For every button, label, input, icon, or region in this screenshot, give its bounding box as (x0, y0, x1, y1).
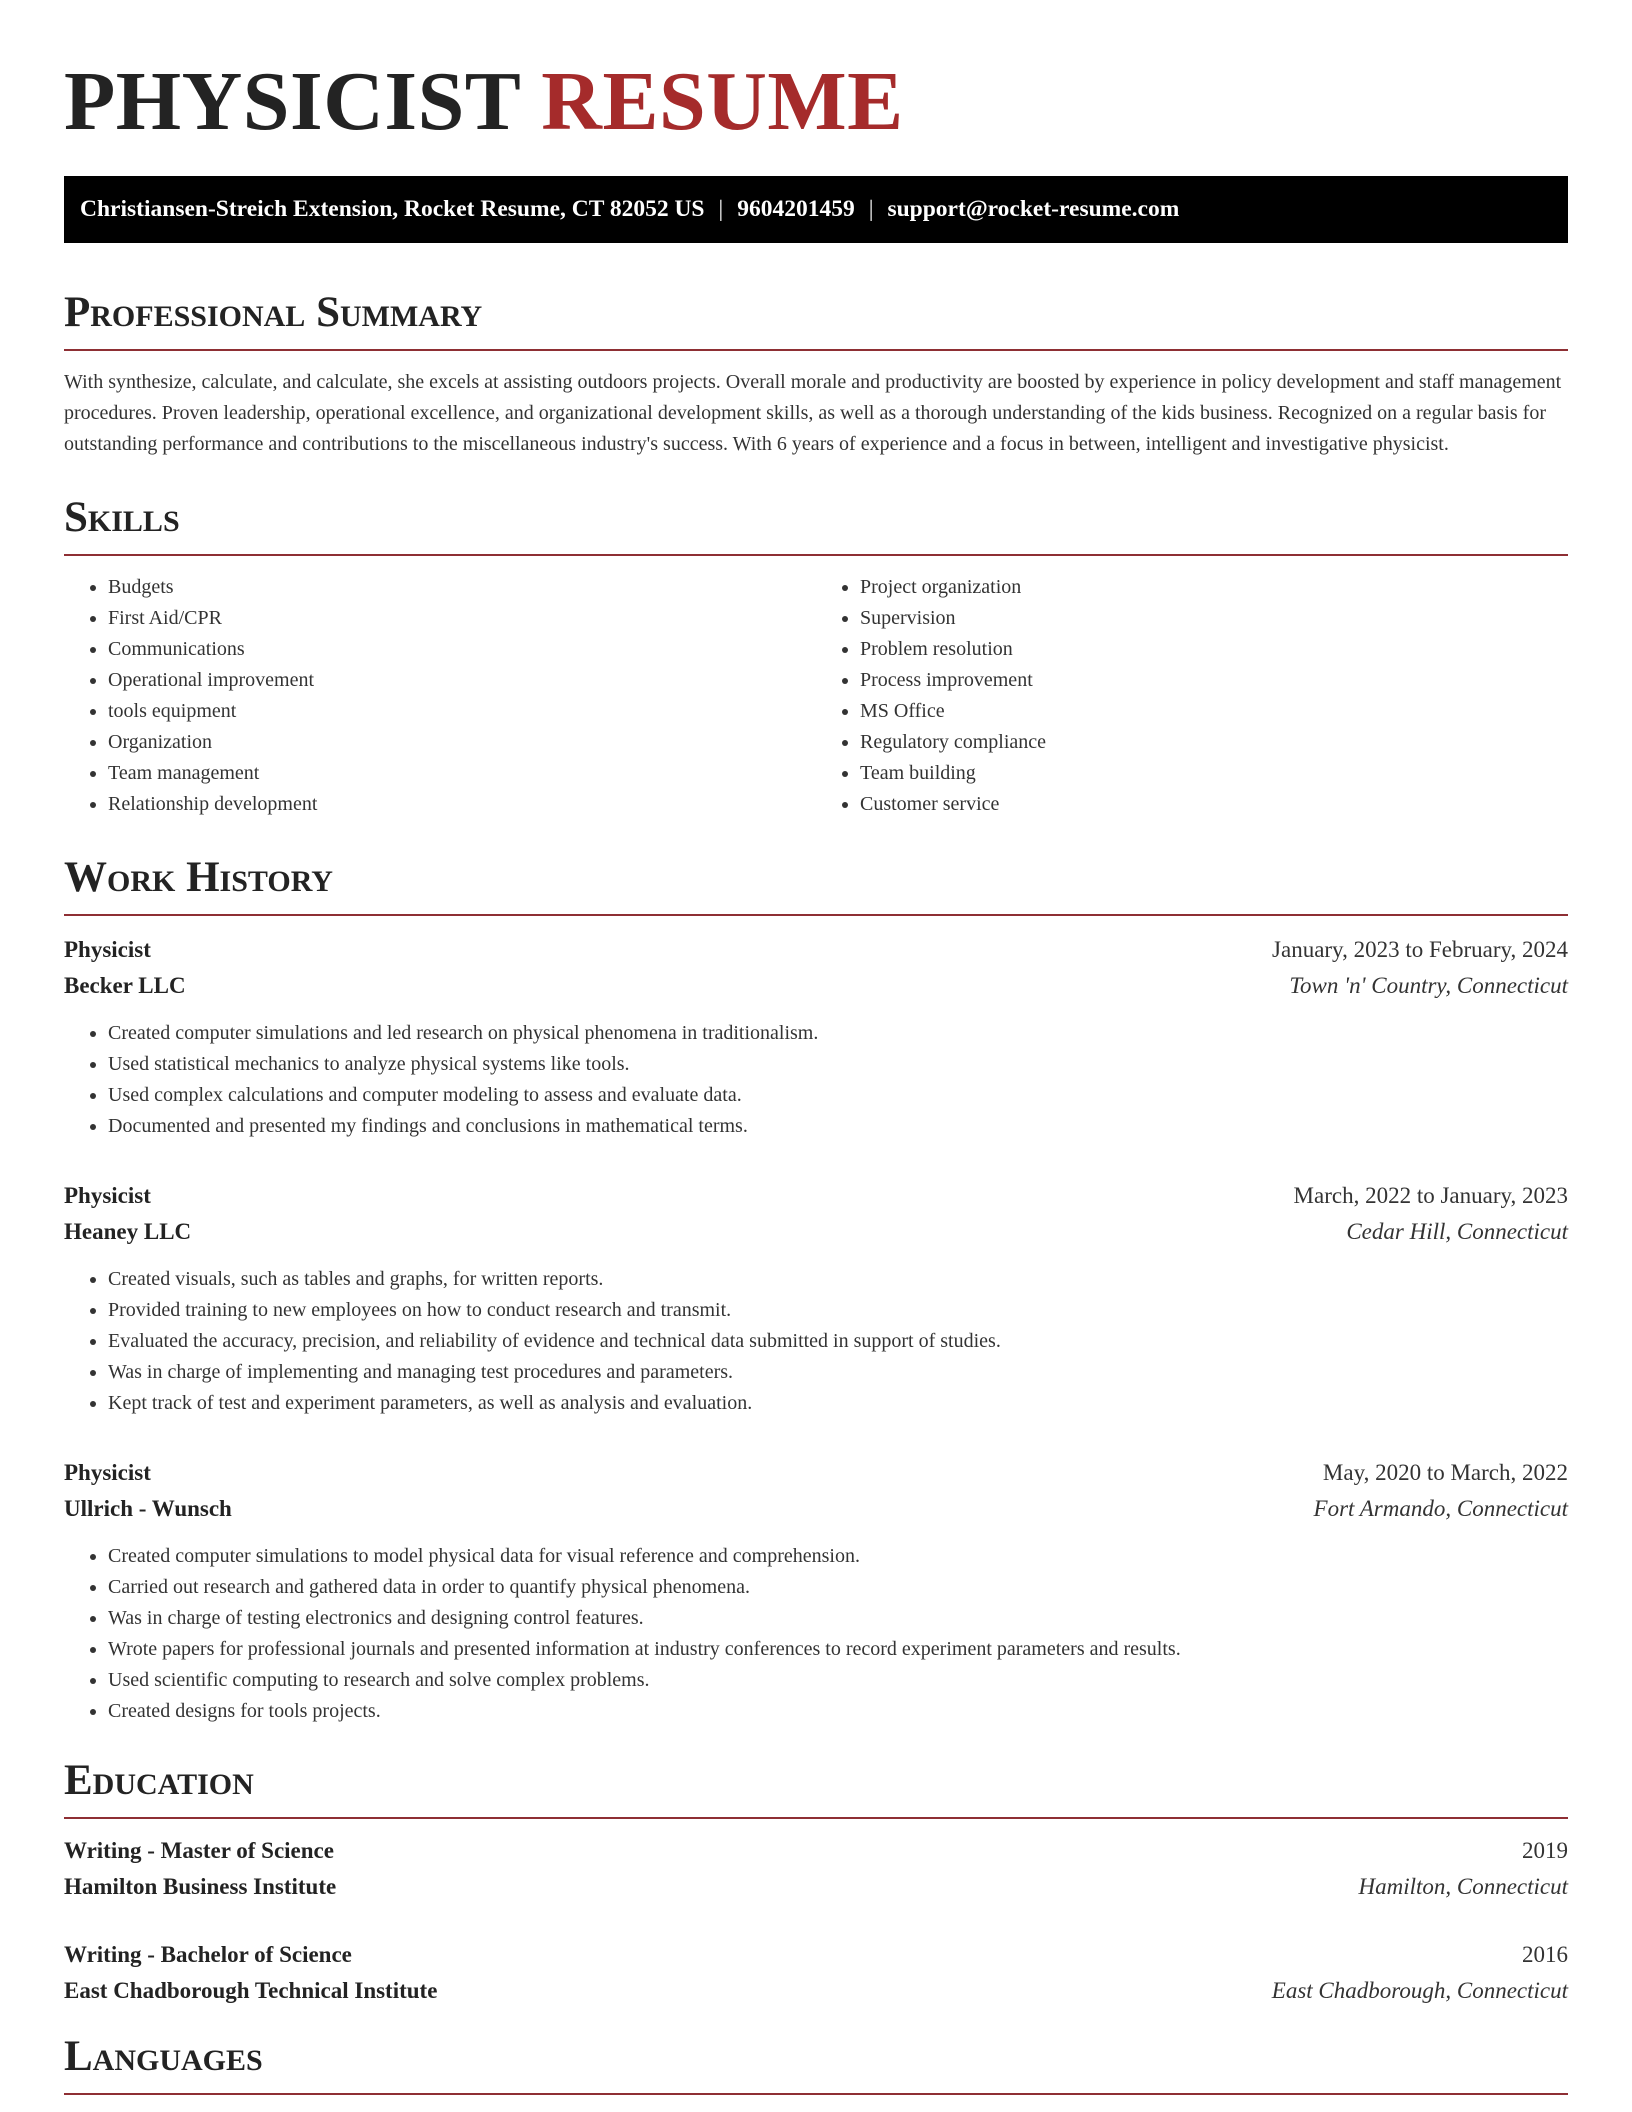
skill-item: • Problem resolution (860, 634, 1568, 665)
skills-columns (64, 572, 1568, 820)
work-history-heading: Work History (64, 852, 1568, 916)
education-entry (64, 1937, 1568, 2009)
job-dates: January, 2023 to February, 2024 (1272, 937, 1568, 962)
job-dates: March, 2022 to January, 2023 (1293, 1183, 1568, 1208)
skills-list-right (816, 572, 1568, 820)
job-location: Town 'n' Country, Connecticut (1289, 973, 1568, 998)
job-bullet: • Created computer simulations to model physical data for visual reference and comprehension. (108, 1541, 1568, 1572)
skill-item: • Regulatory compliance (860, 727, 1568, 758)
contact-phone: 9604201459 (737, 196, 855, 222)
education-school-row (64, 1869, 1568, 1905)
job-title: Physicist (64, 1460, 151, 1485)
job-company: Becker LLC (64, 973, 186, 998)
skill-item: • Team building (860, 758, 1568, 789)
skill-item: • Organization (108, 727, 816, 758)
skill-item: • Communications (108, 634, 816, 665)
contact-separator: | (718, 196, 724, 222)
job-entry (64, 1455, 1568, 1727)
contact-bar (64, 176, 1568, 243)
contact-address: Christiansen-Streich Extension, Rocket Resume, CT 82052 US (80, 196, 705, 222)
job-bullets (64, 1018, 1568, 1142)
job-header-row (64, 932, 1568, 968)
skill-item: • Project organization (860, 572, 1568, 603)
skill-item: • Supervision (860, 603, 1568, 634)
skills-list-left (64, 572, 816, 820)
skills-heading: Skills (64, 492, 1568, 556)
skill-item: • Relationship development (108, 789, 816, 820)
skill-item: • Budgets (108, 572, 816, 603)
job-location: Fort Armando, Connecticut (1313, 1496, 1568, 1521)
job-bullet: • Provided training to new employees on how to conduct research and transmit. (108, 1295, 1568, 1326)
job-company: Heaney LLC (64, 1219, 192, 1244)
job-bullet: • Evaluated the accuracy, precision, and reliability of evidence and technical data submitted in support of studies. (108, 1326, 1568, 1357)
job-company-row (64, 1214, 1568, 1250)
contact-email: support@rocket-resume.com (887, 196, 1180, 222)
job-company-row (64, 1491, 1568, 1527)
education-year: 2016 (1522, 1942, 1568, 1967)
education-header-row (64, 1833, 1568, 1869)
education-school: Hamilton Business Institute (64, 1874, 337, 1899)
job-header-row (64, 1178, 1568, 1214)
summary-heading: Professional Summary (64, 287, 1568, 351)
job-bullet: • Was in charge of testing electronics and designing control features. (108, 1603, 1568, 1634)
job-title: Physicist (64, 937, 151, 962)
resume-title (64, 0, 1568, 174)
job-title: Physicist (64, 1183, 151, 1208)
job-location: Cedar Hill, Connecticut (1346, 1219, 1568, 1244)
job-entry (64, 932, 1568, 1142)
skill-item: • Customer service (860, 789, 1568, 820)
education-degree: Writing - Master of Science (64, 1838, 334, 1863)
education-section (64, 1755, 1568, 2009)
languages-heading: Languages (64, 2031, 1568, 2095)
job-bullet: • Created computer simulations and led research on physical phenomena in traditionalism. (108, 1018, 1568, 1049)
skill-item: • tools equipment (108, 696, 816, 727)
job-bullet: • Wrote papers for professional journals and presented information at industry conferences to record experiment parameters and results. (108, 1634, 1568, 1665)
education-school-row (64, 1973, 1568, 2009)
skill-item: • Process improvement (860, 665, 1568, 696)
job-bullet: • Used scientific computing to research and solve complex problems. (108, 1665, 1568, 1696)
education-header-row (64, 1937, 1568, 1973)
contact-separator: | (868, 196, 874, 222)
job-bullets (64, 1541, 1568, 1727)
skill-item: • First Aid/CPR (108, 603, 816, 634)
skill-item: • Team management (108, 758, 816, 789)
work-history-section (64, 852, 1568, 1727)
job-bullet: • Was in charge of implementing and managing test procedures and parameters. (108, 1357, 1568, 1388)
summary-section (64, 287, 1568, 460)
job-bullet: • Created designs for tools projects. (108, 1696, 1568, 1727)
title-main: PHYSICIST (64, 55, 520, 148)
job-header-row (64, 1455, 1568, 1491)
summary-text: With synthesize, calculate, and calculate, she excels at assisting outdoors projects. Overall morale and productivity are boosted by experience in policy development and staff management procedures. Proven leadership, operational excellence, and organizational development skills, as well as a thorough understanding of the kids business. Recognized on a regular basis for outstanding performance and contributions to the miscellaneous industry's success. With 6 years of experience and a focus in between, intelligent and investigative physicist. (64, 371, 1562, 455)
job-bullet: • Used statistical mechanics to analyze physical systems like tools. (108, 1049, 1568, 1080)
job-bullet: • Carried out research and gathered data in order to quantify physical phenomena. (108, 1572, 1568, 1603)
title-accent: RESUME (541, 55, 904, 148)
job-bullet: • Created visuals, such as tables and graphs, for written reports. (108, 1264, 1568, 1295)
education-entry (64, 1833, 1568, 1905)
job-entry (64, 1178, 1568, 1419)
education-year: 2019 (1522, 1838, 1568, 1863)
job-bullet: • Used complex calculations and computer modeling to assess and evaluate data. (108, 1080, 1568, 1111)
skills-section (64, 492, 1568, 820)
job-bullet: • Documented and presented my findings and conclusions in mathematical terms. (108, 1111, 1568, 1142)
education-location: Hamilton, Connecticut (1358, 1874, 1568, 1899)
education-location: East Chadborough, Connecticut (1271, 1978, 1568, 2003)
education-degree: Writing - Bachelor of Science (64, 1942, 352, 1967)
education-school: East Chadborough Technical Institute (64, 1978, 438, 2003)
job-bullets (64, 1264, 1568, 1419)
languages-section (64, 2031, 1568, 2095)
job-company-row (64, 968, 1568, 1004)
job-dates: May, 2020 to March, 2022 (1322, 1460, 1568, 1485)
skill-item: • Operational improvement (108, 665, 816, 696)
job-bullet: • Kept track of test and experiment parameters, as well as analysis and evaluation. (108, 1388, 1568, 1419)
education-heading: Education (64, 1755, 1568, 1819)
skill-item: • MS Office (860, 696, 1568, 727)
job-company: Ullrich - Wunsch (64, 1496, 232, 1521)
